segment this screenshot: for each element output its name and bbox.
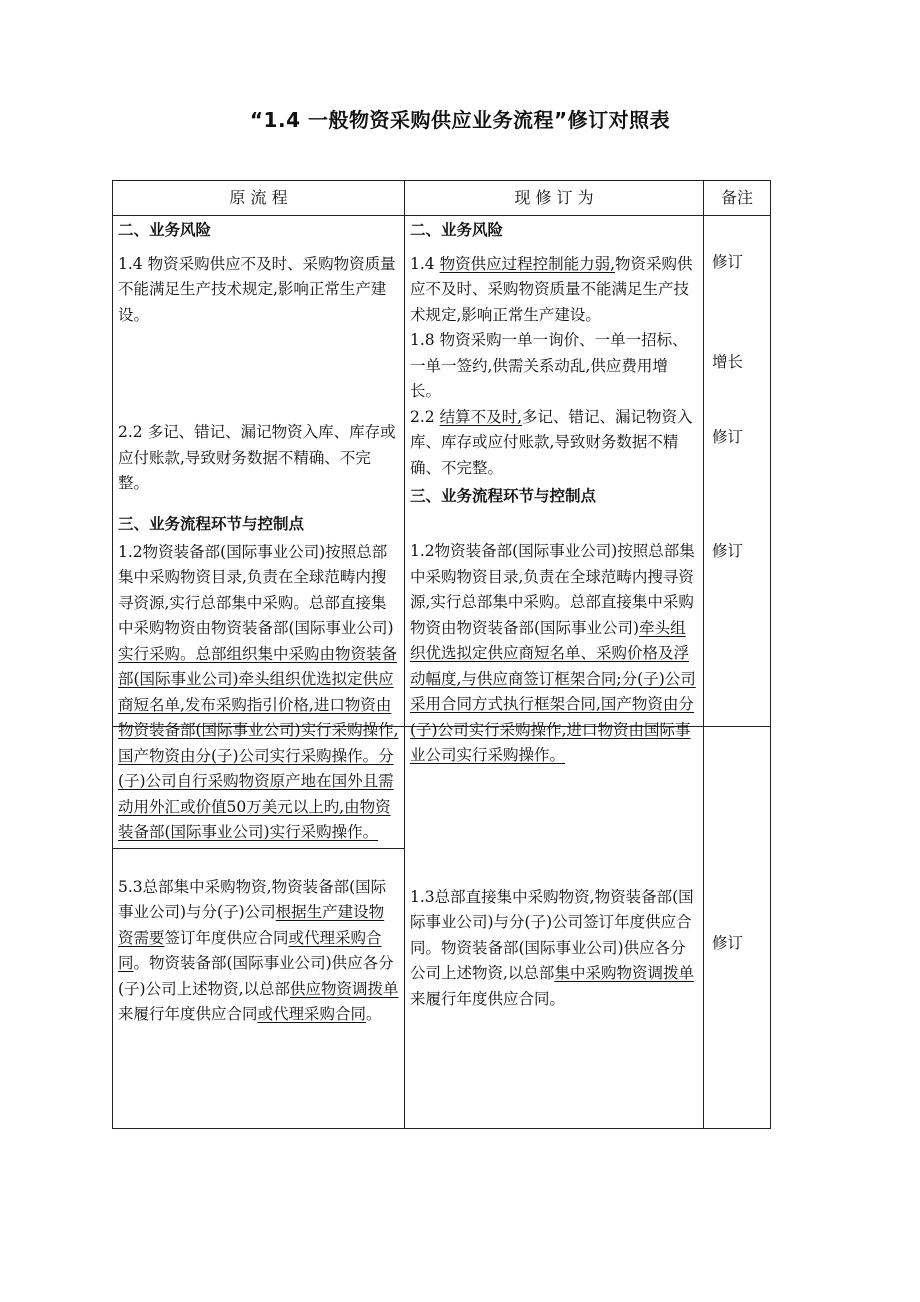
header-original: 原 流 程 bbox=[113, 181, 405, 216]
page-title: “1.4 一般物资采购供应业务流程”修订对照表 bbox=[249, 108, 671, 132]
revision-underline: 实行采购。总部组织集中采购由物资装备部(国际事业公司)牵头组织优选拟定供应商短名单,发布采购指引价格,进口物资由物资装备部(国际事业公司)实行采购操作,国产物资由分(子)公司实行采购操作。分(子)公司自行采购物资原产地在国外且需动用外汇或价值50万美元以上旳,由物资装备部(国际事业公司)实行采购操作。 bbox=[118, 644, 399, 841]
revision-underline: 物资供应过程控制能力弱, bbox=[439, 254, 616, 273]
table-header-row bbox=[113, 181, 771, 216]
remark-1-4: 修订 bbox=[712, 253, 744, 271]
original-item-1-4: 1.4 物资采购供应不及时、采购物资质量不能满足生产技术规定,影响正常生产建设。 bbox=[118, 254, 396, 324]
remark-1-3: 修订 bbox=[712, 933, 744, 952]
section-heading-revised-3: 三、业务流程环节与控制点 bbox=[410, 487, 597, 505]
revision-underline: 牵头组织优选拟定供应商短名单、采购价格及浮动幅度,与供应商签订框架合同;分(子)公司采用合同方式执行框架合同,国产物资由分(子)公司实行采购操作,进口物资由国际事业公司实行采购操作。 bbox=[410, 618, 696, 764]
revision-underline: 结算不及时, bbox=[439, 407, 523, 426]
revised-item-1-8: 1.8 物资采购一单一询价、一单一招标、一单一签约,供需关系动乱,供应费用增长。 bbox=[410, 331, 688, 400]
remark-2-2: 修订 bbox=[712, 428, 744, 446]
header-remark: 备注 bbox=[704, 181, 771, 216]
original-item-1-2: 1.2物资装备部(国际事业公司)按照总部集中采购物资目录,负责在全球范畴内搜寻资源,实行总部集中采购。总部直接集中采购物资由物资装备部(国际事业公司)实行采购。总部组织集中采购由物资装备部(国际事业公司)牵头组织优选拟定供应商短名单,发布采购指引价格,进口物资由物资装备部(国际事业公司)实行采购操作,国产物资由分(子)公司实行采购操作。分(子)公司自行采购物资原产地在国外且需动用外汇或价值50万美元以上旳,由物资装备部(国际事业公司)实行采购操作。 bbox=[113, 540, 404, 849]
revised-item-1-2: 1.2物资装备部(国际事业公司)按照总部集中采购物资目录,负责在全球范畴内搜寻资源,实行总部集中采购。总部直接集中采购物资由物资装备部(国际事业公司)牵头组织优选拟定供应商短名单、采购价格及浮动幅度,与供应商签订框架合同;分(子)公司采用合同方式执行框架合同,国产物资由分(子)公司实行采购操作,进口物资由国际事业公司实行采购操作。 bbox=[410, 542, 696, 764]
section-heading-revised: 二、业务风险 bbox=[410, 221, 504, 239]
revised-item-1-4: 1.4 物资供应过程控制能力弱,物资采购供应不及时、采购物资质量不能满足生产技术规定,影响正常生产建设。 bbox=[410, 254, 693, 324]
section-heading-original-3: 三、业务流程环节与控制点 bbox=[118, 515, 305, 533]
table-row bbox=[113, 510, 771, 1129]
revised-item-2-2: 2.2 结算不及时,多记、错记、漏记物资入库、库存或应付账款,导致财务数据不精确、不完整。 bbox=[410, 407, 693, 477]
revision-comparison-table-lower bbox=[112, 510, 771, 1129]
remark-1-2: 修订 bbox=[712, 542, 744, 560]
original-item-2-2: 2.2 多记、错记、漏记物资入库、库存或应付账款,导致财务数据不精确、不完整。 bbox=[118, 423, 396, 492]
remark-1-8: 增长 bbox=[712, 352, 744, 371]
section-heading-original: 二、业务风险 bbox=[118, 221, 212, 239]
header-revised: 现 修 订 为 bbox=[405, 181, 704, 216]
original-item-5-3: 5.3总部集中采购物资,物资装备部(国际事业公司)与分(子)公司根据生产建设物资需要签订年度供应合同或代理采购合同。物资装备部(国际事业公司)供应各分(子)公司上述物资,以总部供应物资调拨单来履行年度供应合同或代理采购合同。 bbox=[118, 877, 399, 1023]
revised-item-1-3: 1.3总部直接集中采购物资,物资装备部(国际事业公司)与分(子)公司签订年度供应合同。物资装备部(国际事业公司)供应各分公司上述物资,以总部集中采购物资调拨单来履行年度供应合同。 bbox=[410, 887, 694, 1008]
